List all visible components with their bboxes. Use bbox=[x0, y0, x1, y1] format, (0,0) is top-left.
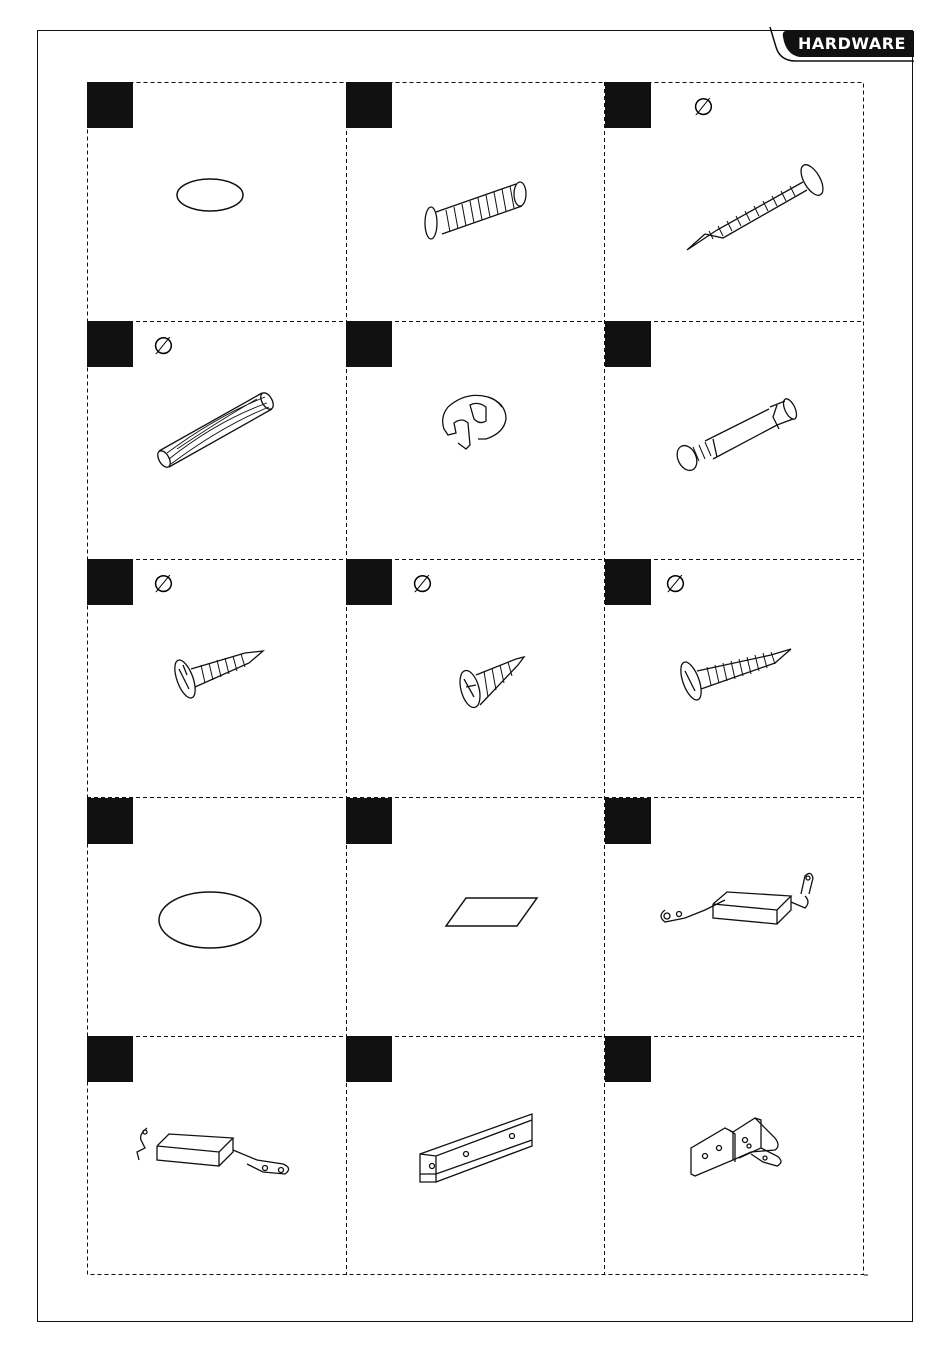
cam-bolt-icon bbox=[605, 321, 864, 559]
hardware-cell-15 bbox=[605, 1036, 864, 1274]
section-tab-label: HARDWARE bbox=[798, 34, 906, 53]
hardware-cell-14 bbox=[346, 1036, 605, 1274]
hardware-cell-5 bbox=[346, 321, 605, 559]
angle-bracket-icon bbox=[346, 1036, 605, 1274]
diameter-symbol: ∅ bbox=[412, 570, 433, 598]
short-pan-head-screw-icon bbox=[87, 559, 346, 797]
hardware-cell-10 bbox=[87, 798, 346, 1036]
parallelogram-pad-icon bbox=[346, 798, 605, 1036]
lid-support-hinge-left-icon bbox=[87, 1036, 346, 1274]
small-oval-outline-icon bbox=[87, 82, 346, 320]
large-oval-outline-icon bbox=[87, 798, 346, 1036]
long-wood-screw-icon bbox=[605, 82, 864, 320]
hardware-cell-6 bbox=[605, 321, 864, 559]
long-pan-head-screw-icon bbox=[605, 559, 864, 797]
diameter-symbol: ∅ bbox=[665, 570, 686, 598]
cam-lock-nut-icon bbox=[346, 321, 605, 559]
hardware-cell-8 bbox=[346, 559, 605, 797]
hardware-cell-2 bbox=[346, 82, 605, 320]
t-hinge-icon bbox=[605, 1036, 864, 1274]
hardware-cell-12 bbox=[605, 798, 864, 1036]
hardware-cell-7 bbox=[87, 559, 346, 797]
hardware-cell-9 bbox=[605, 559, 864, 797]
hardware-cell-13 bbox=[87, 1036, 346, 1274]
machine-bolt-icon bbox=[346, 82, 605, 320]
diameter-symbol: ∅ bbox=[693, 93, 714, 121]
hardware-cell-11 bbox=[346, 798, 605, 1036]
fluted-wood-dowel-icon bbox=[87, 321, 346, 559]
hardware-cell-1 bbox=[87, 82, 346, 320]
hardware-cell-3 bbox=[605, 82, 864, 320]
diameter-symbol: ∅ bbox=[153, 570, 174, 598]
hardware-cell-4 bbox=[87, 321, 346, 559]
flat-head-screw-icon bbox=[346, 559, 605, 797]
diameter-symbol: ∅ bbox=[153, 332, 174, 360]
lid-support-hinge-right-icon bbox=[605, 798, 864, 1036]
